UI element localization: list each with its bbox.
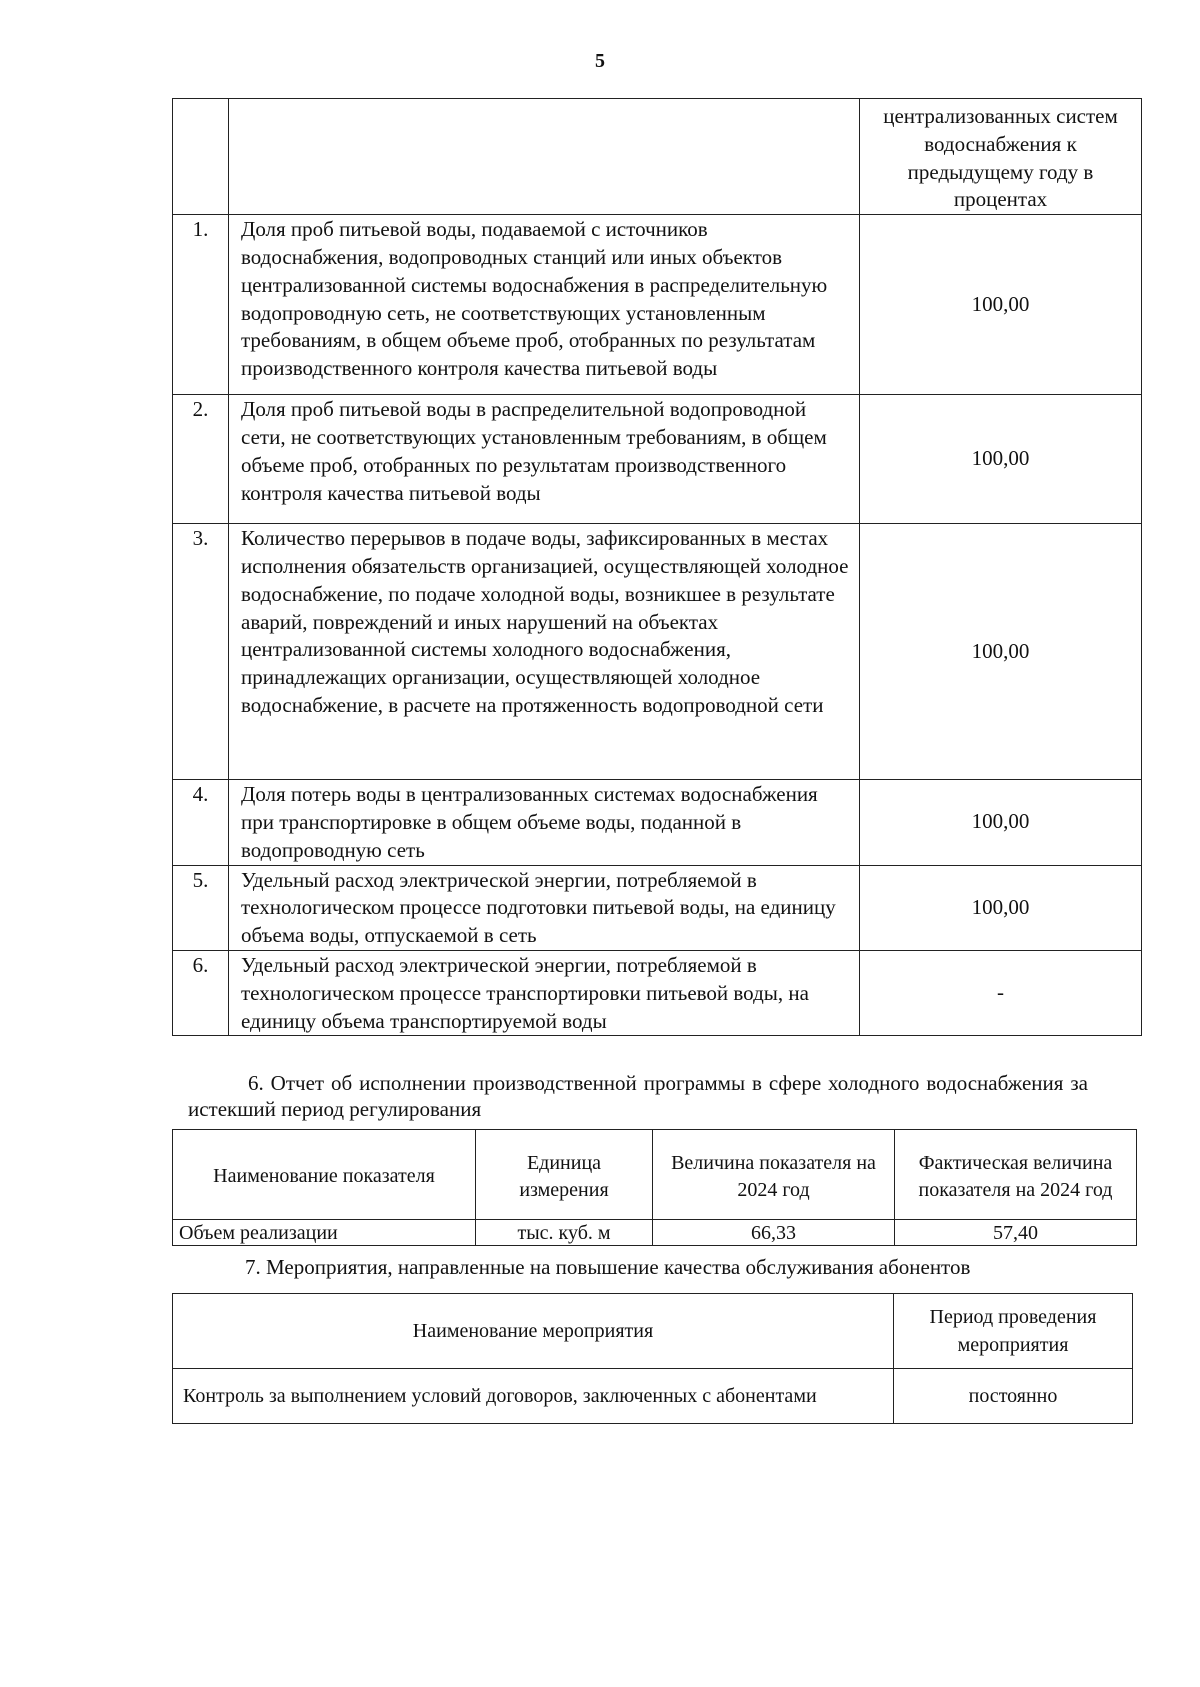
column-header: Наименование показателя bbox=[173, 1130, 476, 1220]
row-description: Доля проб питьевой воды, подаваемой с источников водоснабжения, водопроводных станций или иных объектов централизованной системы водоснабжения в распределительную водопроводную сеть, не соответствующих установленным требованиям, в общем объеме проб, отобранных по результатам производственного контроля качества питьевой воды bbox=[229, 215, 860, 395]
row-value: 100,00 bbox=[860, 215, 1142, 395]
column-header: Наименование мероприятия bbox=[173, 1294, 894, 1369]
table-row bbox=[173, 99, 1142, 215]
indicators-table bbox=[172, 98, 1142, 1036]
indicator-name: Объем реализации bbox=[173, 1220, 476, 1246]
table-cell bbox=[173, 99, 229, 215]
section-6-title: 6. Отчет об исполнении производственной программы в сфере холодного водоснабжения за истекший период регулирования bbox=[188, 1071, 1088, 1121]
column-header: Фактическая величина показателя на 2024 год bbox=[895, 1130, 1137, 1220]
row-number: 4. bbox=[173, 780, 229, 865]
table-header-row bbox=[173, 1294, 1133, 1369]
table-row bbox=[173, 865, 1142, 950]
actual-value: 57,40 bbox=[895, 1220, 1137, 1246]
table-row bbox=[173, 780, 1142, 865]
table-row bbox=[173, 950, 1142, 1035]
production-report-table bbox=[172, 1129, 1137, 1246]
table-row bbox=[173, 395, 1142, 524]
measure-name: Контроль за выполнением условий договоров, заключенных с абонентами bbox=[173, 1369, 894, 1424]
planned-value: 66,33 bbox=[653, 1220, 895, 1246]
row-description: Удельный расход электрической энергии, потребляемой в технологическом процессе подготовки питьевой воды, на единицу объема воды, отпускаемой в сеть bbox=[229, 865, 860, 950]
row-number: 1. bbox=[173, 215, 229, 395]
row-value: 100,00 bbox=[860, 865, 1142, 950]
column-header-value: централизованных систем водоснабжения к предыдущему году в процентах bbox=[860, 99, 1142, 215]
column-header: Величина показателя на 2024 год bbox=[653, 1130, 895, 1220]
row-description: Доля проб питьевой воды в распределительной водопроводной сети, не соответствующих установленным требованиям, в общем объеме проб, отобранных по результатам производственного контроля качества питьевой воды bbox=[229, 395, 860, 524]
row-number: 3. bbox=[173, 524, 229, 780]
unit: тыс. куб. м bbox=[476, 1220, 653, 1246]
row-number: 6. bbox=[173, 950, 229, 1035]
row-description: Доля потерь воды в централизованных системах водоснабжения при транспортировке в общем объеме воды, поданной в водопроводную сеть bbox=[229, 780, 860, 865]
column-header: Единица измерения bbox=[476, 1130, 653, 1220]
table-row bbox=[173, 215, 1142, 395]
row-value: 100,00 bbox=[860, 524, 1142, 780]
row-description: Удельный расход электрической энергии, потребляемой в технологическом процессе транспортировки питьевой воды, на единицу объема транспортируемой воды bbox=[229, 950, 860, 1035]
table-row bbox=[173, 524, 1142, 780]
row-number: 2. bbox=[173, 395, 229, 524]
row-value: 100,00 bbox=[860, 780, 1142, 865]
table-row bbox=[173, 1220, 1137, 1246]
row-description: Количество перерывов в подаче воды, зафиксированных в местах исполнения обязательств организацией, осуществляющей холодное водоснабжение, по подаче холодной воды, возникшее в результате аварий, повреждений и иных нарушений на объектах централизованной системы холодного водоснабжения, принадлежащих организации, осуществляющей холодное водоснабжение, в расчете на протяженность водопроводной сети bbox=[229, 524, 860, 780]
measure-period: постоянно bbox=[894, 1369, 1133, 1424]
table-header-row bbox=[173, 1130, 1137, 1220]
page-number: 5 bbox=[595, 50, 605, 72]
row-value: - bbox=[860, 950, 1142, 1035]
measures-table bbox=[172, 1293, 1133, 1424]
row-number: 5. bbox=[173, 865, 229, 950]
row-value: 100,00 bbox=[860, 395, 1142, 524]
table-cell bbox=[229, 99, 860, 215]
column-header: Период проведения мероприятия bbox=[894, 1294, 1133, 1369]
table-row bbox=[173, 1369, 1133, 1424]
section-7-title: 7. Мероприятия, направленные на повышение качества обслуживания абонентов bbox=[245, 1255, 971, 1279]
